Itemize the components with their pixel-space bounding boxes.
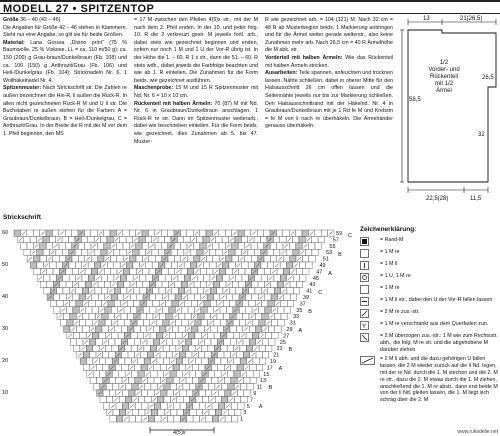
instruction-paragraph bbox=[3, 25, 127, 40]
dim-bottom-2: 11,5 bbox=[470, 196, 482, 202]
chart-row-number-right: 33 bbox=[293, 314, 300, 321]
chart-color-letter: B bbox=[308, 309, 312, 315]
instruction-paragraph bbox=[134, 85, 258, 100]
chart-row-number-right: 49 bbox=[319, 263, 326, 269]
legend-item-text: = 1 M re bbox=[380, 285, 400, 291]
instruction-text: 15 M und 15 R Spitzenmuster mit Nd. Nr. 6 = 10 x 10 cm. bbox=[134, 85, 258, 99]
legend-item-text: = 1 M re bbox=[380, 249, 400, 255]
legend-item-text: = 1 M li str., dabei den U der Vor-R fallen lassen bbox=[380, 297, 493, 303]
chart-row-number-right: 57 bbox=[332, 237, 339, 244]
schematic-label-1: 1/2 bbox=[439, 60, 449, 66]
chart-row-number-right: 31 bbox=[289, 320, 296, 327]
schematic-label-5: Ärmel bbox=[436, 88, 452, 94]
chart-row-number-right: 41 bbox=[306, 288, 313, 295]
chart-row-number-right: 51 bbox=[322, 256, 329, 263]
instruction-label: Rückenteil mit halben Ärmeln: bbox=[134, 100, 213, 107]
legend-item-text: = 1 M re verschränkt aus dem Querfaden zun. bbox=[380, 321, 489, 327]
chart-row-number-right: 13 bbox=[259, 378, 267, 385]
yarn-over-knit-icon bbox=[360, 273, 376, 282]
chart-row-number-left: 40 bbox=[2, 294, 9, 300]
dim-right-2: 32 bbox=[478, 132, 485, 138]
k2tog-icon bbox=[360, 309, 376, 318]
instruction-label: Größe bbox=[3, 17, 19, 23]
instruction-paragraph bbox=[265, 55, 393, 70]
garment-outline bbox=[408, 30, 496, 182]
chart-color-letter: B bbox=[338, 252, 342, 258]
legend-item-text: = 2 M re zus.-str. bbox=[380, 309, 420, 315]
instruction-text: R wie gezeichnet arb. = 104 (121) M. Nach 32 cm = 48 R ab Musterbeginn beids. 1 Markierung anbringen und für die Ärmel weiter gerade weiterstr., also keine Zunahmen mehr arb. Nach 26,5 cm = 40 R Ärmelhöhe die M abk. str. bbox=[265, 17, 393, 54]
schematic-label-3: Rückenteil bbox=[429, 74, 459, 80]
chart-row-number-right: 17 bbox=[266, 365, 273, 372]
instruction-paragraph bbox=[3, 85, 127, 138]
legend-item-text: = 1 U, 1 M re bbox=[380, 273, 411, 279]
instruction-label: Spitzenmuster: bbox=[3, 85, 42, 92]
chart-row-number-right: 35 bbox=[296, 307, 303, 314]
title-bar bbox=[0, 0, 500, 14]
instruction-label: Material: bbox=[3, 39, 25, 46]
knitting-chart bbox=[0, 222, 356, 436]
chart-row-number-right: 43 bbox=[309, 282, 316, 289]
chart-color-letter: C bbox=[348, 233, 352, 239]
legend-item bbox=[360, 273, 498, 282]
dim-right-1: 26,5 bbox=[482, 75, 494, 81]
instruction-text: 70 (87) M mit Nd. Nr. 6 in Graubraun/Dunkelbraun anschlagen. 1 Rück-R re str. Dann im Spitzenmuster weiterarb., dabei wie beschrieben einteilen. Für die Form beids. wie gezeichnet, dies Zunahmen ab 5. bis 47. Muster- bbox=[134, 100, 258, 145]
dim-top-2: 21(26,5) bbox=[460, 16, 483, 22]
chart-color-letter: A bbox=[278, 366, 283, 372]
chart-row-number-right: 3 bbox=[243, 410, 247, 417]
chart-row-number-right: 27 bbox=[283, 333, 290, 340]
chart-color-letter: A bbox=[328, 271, 332, 277]
knit-icon bbox=[360, 249, 376, 258]
edge-stitch-icon bbox=[360, 237, 376, 246]
legend-item-text: = Rand-M bbox=[380, 237, 404, 243]
schematic-label-2: Vorder- und bbox=[428, 67, 460, 73]
instruction-text: Die Angaben für Größe 42 – 46 stehen in Klammern. Steht nur eine Angabe, so gilt sie für beide Größen. bbox=[3, 24, 127, 39]
dim-left: 58,5 bbox=[409, 97, 421, 103]
chart-row-number-right: 55 bbox=[329, 243, 336, 250]
chart-row-number-right: 39 bbox=[302, 295, 310, 301]
instruction-paragraph bbox=[134, 17, 258, 85]
chart-row-number-right: 15 bbox=[263, 371, 270, 378]
chart-row-number-right: 25 bbox=[279, 339, 286, 346]
legend bbox=[360, 226, 498, 434]
instruction-text: Teile spannen, anfeuchten und trocknen lassen. Nähte schließen, dabei in oberer Mitte für den Halsausschnitt 26 cm offen lassen und die Seitennähte jeweils nur bis zur Markierung schließen. Den Halsausschnittrand mit der Häkelnd. Nr. 4 in Graubraun/Dunkelbraun mit je 1 Rd fe M und Krebsm = fe M von li nach re überhäkeln. Die Ärmelränder genauso überhäkeln. bbox=[265, 70, 393, 130]
dim-top-1: 13 bbox=[423, 16, 430, 22]
instructions bbox=[3, 17, 395, 209]
watermark: www.rukodelie.net bbox=[457, 429, 498, 435]
chart-color-letter: B bbox=[268, 385, 273, 391]
chart-row-number-right: 19 bbox=[269, 359, 277, 365]
chart-row-number-left: 10 bbox=[2, 390, 9, 396]
chart-color-letter: A bbox=[298, 328, 303, 334]
purl-icon bbox=[360, 261, 376, 270]
cable-icon bbox=[360, 356, 376, 365]
schematic-label-4: mit 1/2 bbox=[434, 81, 454, 87]
chart-row-number-right: 37 bbox=[299, 301, 306, 308]
schematic-diagram bbox=[398, 14, 498, 214]
repeat-label: 4(5)x bbox=[173, 430, 186, 436]
chart-title: Strickschrift bbox=[3, 214, 41, 221]
chart-row-number-right: 9 bbox=[253, 391, 257, 397]
legend-item bbox=[360, 261, 498, 270]
legend-item bbox=[360, 249, 498, 258]
purl-drop-icon bbox=[360, 297, 376, 306]
chart-row-number-right: 53 bbox=[326, 250, 333, 257]
chart-grid bbox=[14, 230, 334, 422]
instruction-text: Nach Strickschrift str. Die Zahlen re außen bezeichnen die Hin-R, li außen die Rück-R. In allen nicht gezeichneten Rück-R M und U li str. Die Buchstaben re außen stehen für die Farben: A = Graubraun/Dunkelbraun, B = Hell-/Dunkelgrau, C = Anthrazit/Grau. In der Breite die R mit der M vor dem 1. Pfeil beginnen, den MS bbox=[3, 85, 127, 137]
legend-item bbox=[360, 321, 498, 330]
chart-color-letter: C bbox=[318, 290, 323, 296]
instruction-paragraph bbox=[134, 101, 258, 147]
instruction-text: Lana Grossa „Divino print“ (75 % Baumwolle, 25 % Viskose, LL = ca. 110 m/50 g): ca. 150 (200) g Grau-braun/Dunkelbraun (Fb. 108) und ca. 100 (150) g Anthrazit/Grau (Fb. 106) und Hell-/Dunkelgrau (Fb. 104); Stricknadeln Nr. 6, 1 Wollhäkelnadel Nr. 4. bbox=[3, 39, 127, 84]
legend-item bbox=[360, 309, 498, 318]
dim-bottom-1: 22,5(28) bbox=[426, 196, 449, 202]
page-title: MODELL 27 • SPITZENTOP bbox=[3, 3, 155, 15]
m1-icon bbox=[360, 321, 376, 330]
svg-text:Y: Y bbox=[362, 324, 367, 330]
instruction-paragraph bbox=[3, 40, 127, 86]
instruction-paragraph bbox=[3, 17, 127, 25]
instruction-text: Wie das Rückenteil mit halben Ärmeln stricken. bbox=[265, 54, 393, 69]
chart-row-number-right: 1 bbox=[240, 416, 244, 423]
instructions-column-1 bbox=[3, 17, 127, 139]
chart-row-number-right: 7 bbox=[250, 397, 254, 404]
chart-row-number-right: 21 bbox=[273, 352, 280, 359]
chart-row-number-right: 11 bbox=[256, 384, 263, 391]
chart-row-number-right: 5 bbox=[246, 403, 250, 410]
instruction-label: Ausarbeiten: bbox=[265, 70, 298, 77]
ssk-icon bbox=[360, 333, 376, 342]
chart-row-number-right: 47 bbox=[316, 269, 323, 276]
knit-alt-icon bbox=[360, 285, 376, 294]
chart-row-number-left: 30 bbox=[2, 326, 9, 332]
legend-item bbox=[360, 297, 498, 306]
instruction-label: Maschenprobe: bbox=[134, 85, 174, 92]
legend-title: Zeichenerklärung: bbox=[360, 226, 417, 233]
legend-item-text: = 2 M überzogen zus.-str.: 1 M wie zum Rechtsstr. abh., die folg. M re str. und die abgehobene M darüber ziehen bbox=[380, 333, 498, 353]
chart-row-number-left: 20 bbox=[2, 358, 9, 364]
chart-color-letter: A bbox=[258, 404, 263, 410]
instruction-label: Vorderteil mit halben Ärmeln: bbox=[265, 54, 343, 61]
chart-row-number-right: 23 bbox=[276, 346, 283, 353]
chart-row-number-right: 45 bbox=[312, 275, 320, 282]
legend-item bbox=[360, 285, 498, 294]
chart-row-number-right: 29 bbox=[286, 327, 293, 333]
legend-item bbox=[360, 356, 498, 404]
instructions-column-3 bbox=[265, 17, 393, 131]
chart-row-number-left: 60 bbox=[2, 230, 9, 236]
instruction-text: = 17 M zwischen den Pfeilen 4(5)x str., mit der M nach dem 2. Pfeil enden. In der 10. und jeder folg. 10. R die 2 verkreuzt gestr. M jeweils fortl. arb., dabei stets wie gezeichnet beginnen und enden, sofern nur noch 1 M und 1 U der Vor-R übrig ist. In der Höhe die 1. – 60. R 1 x str., dann die 51. – 60. R stets wdh., dabei jeweils die Farbfolge beachten und wie ab 1. R einteilen. Die Zunahmen für die Form beids. wie gezeichnet ausführen. bbox=[134, 17, 258, 84]
instruction-paragraph bbox=[265, 70, 393, 131]
instructions-column-2 bbox=[134, 17, 258, 146]
legend-item bbox=[360, 237, 498, 246]
legend-item bbox=[360, 333, 498, 353]
instruction-text: 36 – 40 (42 – 46) bbox=[18, 17, 61, 23]
chart-row-number-right: 59 bbox=[336, 231, 343, 237]
chart-row-number-left: 50 bbox=[2, 262, 9, 268]
chart-color-letter: B bbox=[288, 347, 293, 353]
legend-item-text: = 2 M li abh. und die dazu gehörigen U fallen lassen, die 2 M wieder zurück auf die li Nd. legen, mit der re Nd. durch die 1. M stechen und die 2. M re str., dazu die 2. M etwas durch die 1. M ziehen, anschließend die 1. M re abstr., dann erst beide M von der li Nd. gleiten lassen, die 1. M liegt sich schräg über die 2. M bbox=[380, 356, 498, 404]
repeat-bracket bbox=[150, 427, 214, 436]
legend-item-text: = 1 M li bbox=[380, 261, 398, 267]
instruction-paragraph bbox=[265, 17, 393, 55]
